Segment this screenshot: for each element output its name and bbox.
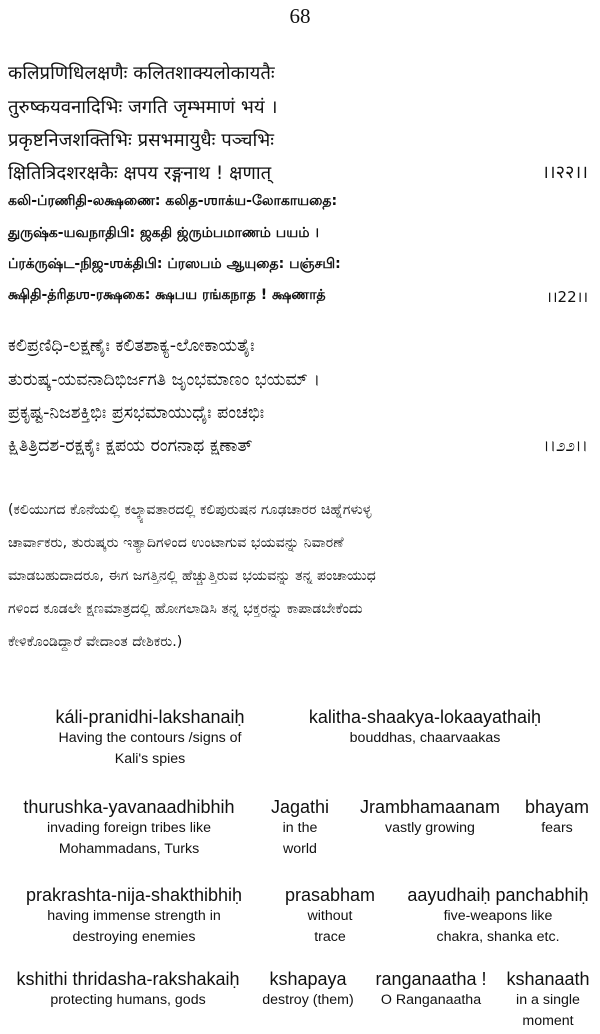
tamil-line: துருஷ்க-யவநாதிபி: ஜகதி ஜ்ரும்பமாணம் பயம் ।	[8, 225, 319, 241]
glossary-term: bhayam	[524, 797, 590, 817]
glossary-entry	[4, 796, 254, 860]
glossary-meaning: in a single	[516, 992, 580, 1008]
glossary-meaning: trace	[314, 929, 346, 945]
glossary-entry	[290, 706, 560, 749]
glossary-term: Jagathi	[270, 797, 330, 817]
page-number: 68	[289, 4, 311, 28]
glossary-entry	[366, 968, 496, 1011]
glossary-entry	[256, 968, 360, 1011]
kannada-line: ತುರುಷ್ಕ-ಯವನಾದಿಭಿರ್ಜಗತಿ ಜೃಂಭಮಾಣಂ ಭಯಮ್ ।	[8, 370, 321, 390]
glossary-term: kshithi thridasha-rakshakaiḥ	[16, 969, 240, 989]
glossary-meaning: five-weapons like	[443, 908, 553, 924]
glossary-meaning: Kali's spies	[114, 751, 186, 767]
glossary-meaning: in the	[282, 820, 318, 836]
commentary-line: (ಕಲಿಯುಗದ ಕೊನೆಯಲ್ಲಿ ಕಲ್ಕ್ಯಾವತಾರದಲ್ಲಿ ಕಲಿಪುರುಷನ ಗೂಢಚಾರರ ಚಿಹ್ನೆಗಳುಳ್ಳ	[8, 502, 372, 518]
glossary-entry	[30, 706, 270, 770]
glossary-meaning: Having the contours /signs of	[58, 730, 242, 746]
glossary-meaning: vastly growing	[385, 820, 475, 836]
glossary-term: ranganaatha !	[375, 969, 487, 989]
glossary-term: káli-pranidhi-lakshanaiḥ	[55, 707, 245, 727]
glossary-term: kshapaya	[269, 969, 347, 989]
kannada-line: ಕ್ಷಿತಿತ್ರಿದಶ-ರಕ್ಷಕೈಃ ಕ್ಷಪಯ ರಂಗನಾಥ ಕ್ಷಣಾತ್	[8, 436, 253, 456]
glossary-entry	[518, 796, 596, 839]
glossary-meaning: O Ranganaatha	[380, 992, 482, 1008]
devanagari-line: तुरुष्कयवनादिभिः जगति जृम्भमाणं भयं ।	[8, 97, 278, 118]
glossary-entry	[400, 884, 596, 948]
glossary-entry	[4, 968, 252, 1011]
glossary-term: kalitha-shaakya-lokaayathaiḥ	[308, 707, 542, 727]
verse-number: ।।२२।।	[541, 162, 588, 183]
glossary-meaning: having immense strength in	[47, 908, 221, 924]
glossary-entry	[270, 884, 390, 948]
commentary-line: ಚಾರ್ವಾಕರು, ತುರುಷ್ಕರು ಇತ್ಯಾದಿಗಳಿಂದ ಉಂಟಾಗುವ ಭಯವನ್ನು ನಿವಾರಣೆ	[8, 535, 344, 551]
kannada-line: ಕಲಿಪ್ರಣಿಧಿ-ಲಕ್ಷಣೈಃ ಕಲಿತಶಾಕ್ಯ-ಲೋಕಾಯತೈಃ	[8, 336, 255, 356]
glossary-meaning: chakra, shanka etc.	[436, 929, 560, 945]
glossary-entry	[8, 884, 260, 948]
kannada-line: ಪ್ರಕೃಷ್ಟ-ನಿಜಶಕ್ತಿಭಿಃ ಪ್ರಸಭಮಾಯುಧೈಃ ಪಂಚಭಿಃ	[8, 403, 265, 423]
glossary-term: prakrashta-nija-shakthibhiḥ	[25, 885, 243, 905]
tamil-line: கலி-ப்ரணிதி-லக்ஷணை: கலித-ஶாக்ய-லோகாயதை:	[8, 193, 338, 209]
glossary-term: Jrambhamaanam	[359, 797, 501, 817]
glossary-term: aayudhaiḥ panchabhiḥ	[407, 885, 589, 905]
glossary-entry	[262, 796, 338, 860]
glossary-meaning: protecting humans, gods	[50, 992, 206, 1008]
devanagari-line: प्रकृष्टनिजशक्तिभिः प्रसभमायुधैः पञ्चभिः	[8, 130, 274, 151]
glossary-entry	[346, 796, 514, 839]
devanagari-line: कलिप्रणिधिलक्षणैः कलितशाक्यलोकायतैः	[8, 63, 275, 84]
glossary-meaning: bouddhas, chaarvaakas	[349, 730, 501, 746]
verse-number: ।।22।।	[546, 288, 588, 306]
glossary-term: thurushka-yavanaadhibhih	[23, 797, 235, 817]
glossary-meaning: Mohammadans, Turks	[58, 841, 200, 857]
commentary-line: ಮಾಡಬಹುದಾದರೂ, ಈಗ ಜಗತ್ತಿನಲ್ಲಿ ಹೆಚ್ಚುತ್ತಿರುವ ಭಯವನ್ನು ತನ್ನ ಪಂಚಾಯುಧ	[8, 568, 376, 584]
glossary-meaning: without	[307, 908, 353, 924]
verse-number: ।।೨೨।।	[543, 436, 588, 456]
glossary-meaning: world	[283, 841, 317, 857]
glossary-meaning: moment	[522, 1013, 574, 1029]
commentary-line: ಗಳಿಂದ ಕೂಡಲೇ ಕ್ಷಣಮಾತ್ರದಲ್ಲಿ ಹೋಗಲಾಡಿಸಿ ತನ್ನ ಭಕ್ತರನ್ನು ಕಾಪಾಡಬೇಕೆಂದು	[8, 601, 363, 617]
glossary-term: kshanaath	[506, 969, 590, 989]
glossary-meaning: destroying enemies	[72, 929, 196, 945]
glossary-meaning: invading foreign tribes like	[46, 820, 212, 836]
commentary-line: ಕೇಳಿಕೊಂಡಿದ್ದಾರೆ ವೇದಾಂತ ದೇಶಿಕರು.)	[8, 634, 183, 650]
glossary-meaning: destroy (them)	[262, 992, 354, 1008]
devanagari-line: क्षितित्रिदशरक्षकैः क्षपय रङ्गनाथ ! क्षणात्	[8, 163, 272, 184]
tamil-line: ப்ரக்ருஷ்ட-நிஜ-ஶக்திபி: ப்ரஸபம் ஆயுதை: பஞ்சபி:	[8, 256, 341, 272]
glossary-meaning: fears	[541, 820, 573, 836]
glossary-term: prasabham	[284, 885, 376, 905]
tamil-line: க்ஷிதி-த்ரிதஶ-ரக்ஷகை: க்ஷபய ரங்கநாத ! க்ஷணாத்	[8, 287, 326, 303]
glossary-entry	[500, 968, 596, 1032]
